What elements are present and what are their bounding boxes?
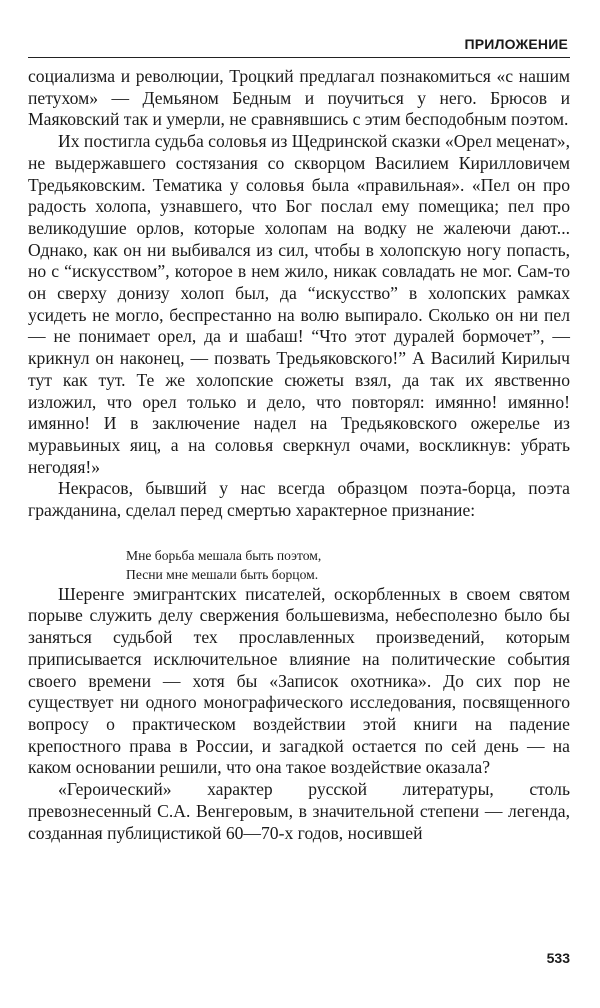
- main-text: [28, 66, 570, 844]
- paragraph-nightingale-tale: Их постигла судьба соловья из Щедринской сказки «Орел меценат», не выдержавшего состязания со скворцом Василием Кирилловичем Тредьяковским. Тематика у соловья была «правильная». «Пел он про радость холопа, узнавшего, что Бог послал ему помещика; пел про великодушие орлов, которые холопам на водку не жалеючи дают... Однако, как он ни выбивался из сил, чтобы в холопскую ногу попасть, но с “искусством”, которое в нем жило, никак совладать не мог. Сам-то он сверху донизу холоп был, да “искусство” в холопских рамках усидеть не могло, беспрестанно на волю выпирало. Сколько он ни пел — не понимает орел, да и шабаш! “Что этот дуралей бормочет”, — крикнул он наконец, — позвать Тредьяковского!” А Василий Кирилыч тут как тут. Те же холопские сюжеты взял, да так их явственно изложил, что орел только и дело, что повторял: имянно! имянно! имянно! И в заключение надел на Тредьяковского ожерелье из муравьиных яиц, а на соловья сверкнул очами, воскликнув: убрать негодяя!»: [28, 131, 571, 477]
- running-title: ПРИЛОЖЕНИЕ: [464, 36, 568, 52]
- paragraph-heroic-character: «Героический» характер русской литературы, столь превознесенный С.А. Венгеровым, в значительной степени — легенда, созданная публицистикой 60—70-х годов, носившей: [28, 779, 570, 843]
- paragraph-nekrasov: Некрасов, бывший у нас всегда образцом поэта-борца, поэта гражданина, сделал перед смертью характерное признание:: [28, 478, 570, 521]
- verse-line: Песни мне мешали быть борцом.: [126, 566, 319, 582]
- paragraph-continued: социализма и революции, Троцкий предлагал познакомиться «с нашим петухом» — Демьяном Бедным и поучиться у него. Брюсов и Маяковский так и умерли, не сравнявшись с этим бесподобным поэтом.: [28, 66, 570, 130]
- page-number: 533: [546, 950, 570, 966]
- verse-quote: [126, 546, 570, 584]
- verse-line: Мне борьба мешала быть поэтом,: [126, 547, 322, 563]
- paragraph-emigrant-writers: Шеренге эмигрантских писателей, оскорбленных в своем святом порыве служить делу свержения большевизма, небесполезно было бы заняться судьбой тех прославленных произведений, которым приписывается исключительное влияние на политические события своего времени — хотя бы «Записок охотника». До сих пор не существует ни одного монографического исследования, посвященного вопросу о практическом воздействии этой книги на падение крепостного права в России, и загадкой остается по сей день — на каком основании решили, что она такое воздействие оказала?: [28, 583, 570, 778]
- header-rule: [28, 57, 570, 58]
